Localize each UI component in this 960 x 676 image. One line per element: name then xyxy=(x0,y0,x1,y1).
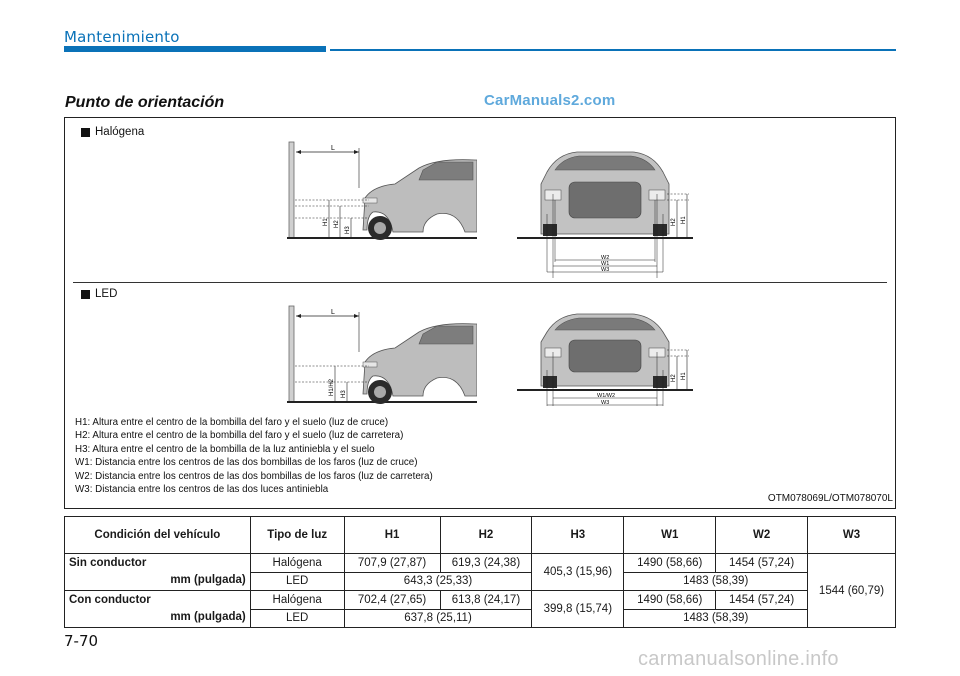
header-w3: W3 xyxy=(808,517,896,554)
figure-divider xyxy=(73,282,887,283)
table-row xyxy=(65,554,896,573)
label-l: L xyxy=(331,145,335,152)
label-h3: H3 xyxy=(341,390,347,398)
note-w3: W3: Distancia entre los centros de las dos luces antiniebla xyxy=(75,484,329,496)
w1-w2-cell: 1483 (58,39) xyxy=(624,572,808,591)
h2-cell: 619,3 (24,38) xyxy=(440,554,532,573)
note-w1: W1: Distancia entre los centros de las dos bombillas de los faros (luz de cruce) xyxy=(75,457,418,469)
label-w1: W1 xyxy=(601,261,610,267)
label-w3: W3 xyxy=(601,400,610,406)
w1-w2-cell: 1483 (58,39) xyxy=(624,609,808,628)
condition-label: Con conductor xyxy=(69,594,151,606)
condition-label: Sin conductor xyxy=(69,557,147,569)
w1-cell: 1490 (58,66) xyxy=(624,591,716,610)
table-row xyxy=(65,591,896,610)
light-type-cell: LED xyxy=(250,609,344,628)
light-type-cell: Halógena xyxy=(250,591,344,610)
label-h2-front: H2 xyxy=(671,374,677,382)
note-h3: H3: Altura entre el centro de la bombilla de la luz antiniebla y el suelo xyxy=(75,443,375,455)
label-h2-front: H2 xyxy=(671,218,677,226)
headlamp xyxy=(363,198,377,203)
square-bullet-icon xyxy=(81,128,90,137)
figure-code: OTM078069L/OTM078070L xyxy=(767,493,893,504)
label-h1-front: H1 xyxy=(681,216,687,224)
h1-h2-cell: 637,8 (25,11) xyxy=(344,609,532,628)
halogen-label-text: Halógena xyxy=(95,126,145,138)
halogen-side-view xyxy=(287,140,477,240)
table-header-row xyxy=(65,517,896,554)
header-bar-thick xyxy=(64,46,326,52)
halogen-front-view xyxy=(517,144,693,280)
header-h3: H3 xyxy=(532,517,624,554)
label-h1-front: H1 xyxy=(681,372,687,380)
halogen-label xyxy=(81,126,144,138)
light-type-cell: Halógena xyxy=(250,554,344,573)
label-h2: H2 xyxy=(334,220,340,228)
aiming-screen xyxy=(289,306,294,402)
light-type-cell: LED xyxy=(250,572,344,591)
h1-h2-cell: 643,3 (25,33) xyxy=(344,572,532,591)
unit-label: mm (pulgada) xyxy=(170,574,246,586)
led-label xyxy=(81,288,117,300)
header-h2: H2 xyxy=(440,517,532,554)
label-l: L xyxy=(331,309,335,316)
h1-cell: 702,4 (27,65) xyxy=(344,591,440,610)
header-bar-thin xyxy=(330,49,896,51)
h2-cell: 613,8 (24,17) xyxy=(440,591,532,610)
aiming-spec-table xyxy=(64,516,896,628)
label-h3: H3 xyxy=(345,226,351,234)
w2-cell: 1454 (57,24) xyxy=(716,554,808,573)
car-windshield xyxy=(555,318,655,330)
aiming-screen xyxy=(289,142,294,238)
condition-cell xyxy=(65,591,251,628)
header-w2: W2 xyxy=(716,517,808,554)
right-tire xyxy=(653,376,667,388)
w3-cell: 1544 (60,79) xyxy=(808,554,896,628)
h1-cell: 707,9 (27,87) xyxy=(344,554,440,573)
label-w1w2: W1/W2 xyxy=(597,393,616,399)
front-grille xyxy=(569,182,641,218)
note-h1: H1: Altura entre el centro de la bombilla del faro y el suelo (luz de cruce) xyxy=(75,417,389,428)
header-condition: Condición del vehículo xyxy=(65,517,251,554)
led-side-view xyxy=(287,304,477,404)
front-grille xyxy=(569,340,641,372)
left-tire xyxy=(543,376,557,388)
led-label-text: LED xyxy=(95,288,118,300)
label-w2: W2 xyxy=(601,255,610,261)
label-h1h2: H1/H2 xyxy=(329,378,335,396)
header-h1: H1 xyxy=(344,517,440,554)
square-bullet-icon xyxy=(81,290,90,299)
header-light-type: Tipo de luz xyxy=(250,517,344,554)
watermark-top: CarManuals2.com xyxy=(484,92,616,109)
car-windshield xyxy=(555,156,655,170)
watermark-bottom: carmanualsonline.info xyxy=(638,648,839,670)
led-front-view xyxy=(517,308,693,408)
h3-cell: 405,3 (15,96) xyxy=(532,554,624,591)
header-w1: W1 xyxy=(624,517,716,554)
condition-cell xyxy=(65,554,251,591)
w1-cell: 1490 (58,66) xyxy=(624,554,716,573)
h3-cell: 399,8 (15,74) xyxy=(532,591,624,628)
legend-notes xyxy=(75,416,433,496)
page-title: Punto de orientación xyxy=(65,94,225,111)
unit-label: mm (pulgada) xyxy=(170,611,246,623)
label-w3: W3 xyxy=(601,267,610,273)
aiming-figure xyxy=(64,117,896,509)
note-w2: W2: Distancia entre los centros de las dos bombillas de los faros (luz de carretera) xyxy=(75,470,433,482)
page-number: 7-70 xyxy=(64,632,99,650)
label-h1: H1 xyxy=(323,218,329,226)
note-h2: H2: Altura entre el centro de la bombilla del faro y el suelo (luz de carretera) xyxy=(75,430,404,442)
section-title: Mantenimiento xyxy=(64,28,180,46)
w2-cell: 1454 (57,24) xyxy=(716,591,808,610)
